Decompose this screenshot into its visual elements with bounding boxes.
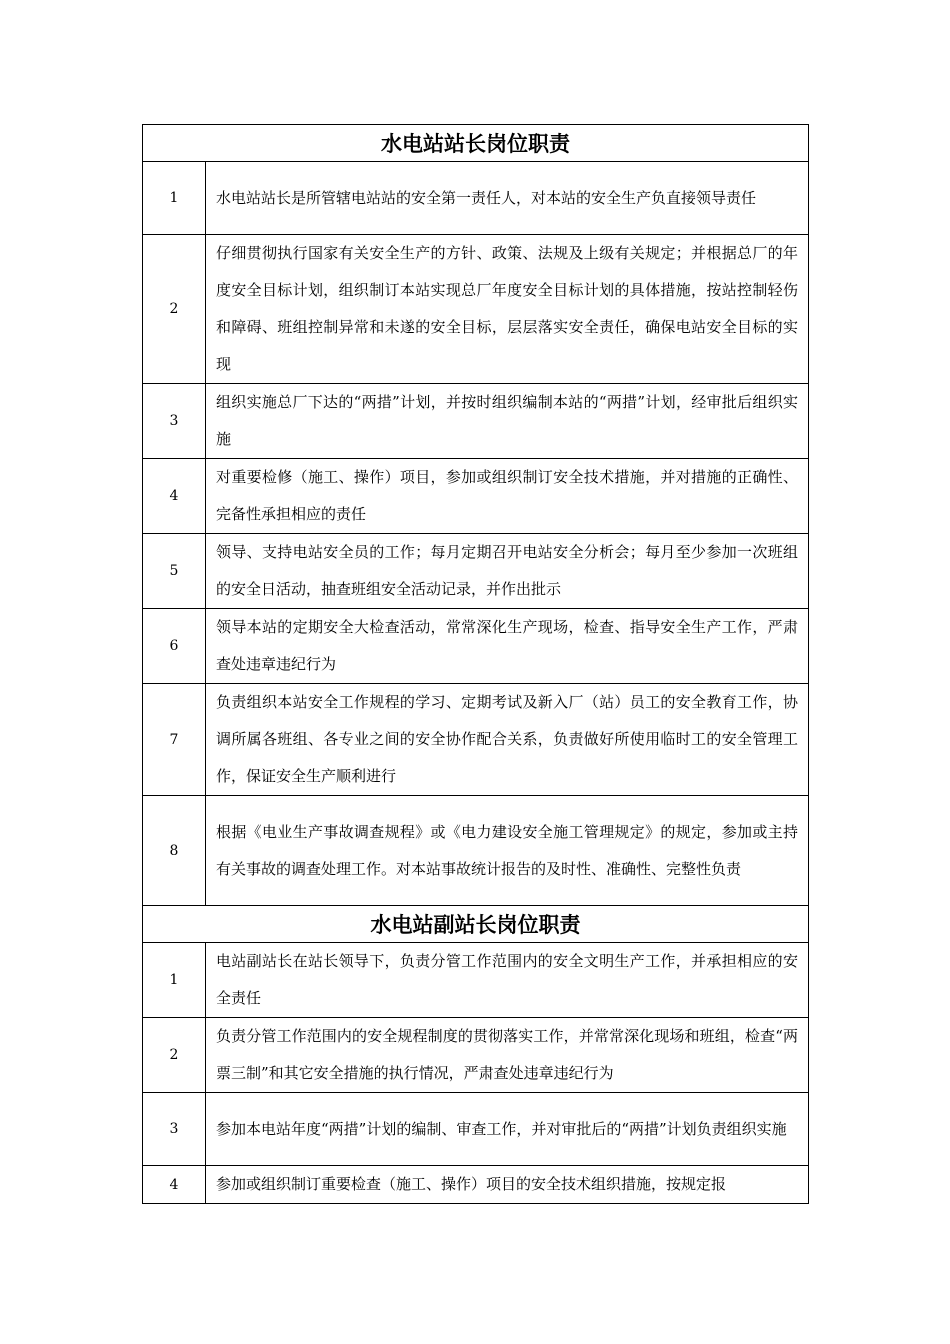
item-text: 领导、支持电站安全员的工作；每月定期召开电站安全分析会；每月至少参加一次班组的安全日活动，抽查班组安全活动记录，并作出批示 — [206, 534, 809, 609]
item-number: 4 — [143, 459, 206, 534]
table-row — [143, 796, 809, 906]
responsibilities-table — [142, 124, 809, 1204]
item-number: 6 — [143, 609, 206, 684]
item-text: 仔细贯彻执行国家有关安全生产的方针、政策、法规及上级有关规定；并根据总厂的年度安全目标计划，组织制订本站实现总厂年度安全目标计划的具体措施，按站控制轻伤和障碍、班组控制异常和未遂的安全目标，层层落实安全责任，确保电站安全目标的实现 — [206, 235, 809, 384]
item-number: 3 — [143, 1093, 206, 1166]
table-row — [143, 609, 809, 684]
item-number: 4 — [143, 1166, 206, 1204]
section-title: 水电站站长岗位职责 — [143, 125, 809, 162]
item-text: 参加本电站年度“两措”计划的编制、审查工作，并对审批后的“两措”计划负责组织实施 — [206, 1093, 809, 1166]
item-text: 负责分管工作范围内的安全规程制度的贯彻落实工作，并常常深化现场和班组，检查“两票三制”和其它安全措施的执行情况，严肃查处违章违纪行为 — [206, 1018, 809, 1093]
item-number: 8 — [143, 796, 206, 906]
item-text: 电站副站长在站长领导下，负责分管工作范围内的安全文明生产工作，并承担相应的安全责任 — [206, 943, 809, 1018]
item-text: 水电站站长是所管辖电站站的安全第一责任人，对本站的安全生产负直接领导责任 — [206, 162, 809, 235]
table-row — [143, 1018, 809, 1093]
section-title: 水电站副站长岗位职责 — [143, 906, 809, 943]
section-title-row — [143, 906, 809, 943]
table-row — [143, 534, 809, 609]
item-text: 负责组织本站安全工作规程的学习、定期考试及新入厂（站）员工的安全教育工作，协调所属各班组、各专业之间的安全协作配合关系，负责做好所使用临时工的安全管理工作，保证安全生产顺利进行 — [206, 684, 809, 796]
item-number: 2 — [143, 235, 206, 384]
item-number: 1 — [143, 162, 206, 235]
table-row — [143, 943, 809, 1018]
section-title-row — [143, 125, 809, 162]
table-row — [143, 162, 809, 235]
table-row — [143, 684, 809, 796]
item-text: 组织实施总厂下达的“两措”计划，并按时组织编制本站的“两措”计划，经审批后组织实施 — [206, 384, 809, 459]
item-number: 5 — [143, 534, 206, 609]
item-text: 领导本站的定期安全大检查活动，常常深化生产现场，检查、指导安全生产工作，严肃查处违章违纪行为 — [206, 609, 809, 684]
item-text: 对重要检修（施工、操作）项目，参加或组织制订安全技术措施，并对措施的正确性、完备性承担相应的责任 — [206, 459, 809, 534]
item-text: 根据《电业生产事故调查规程》或《电力建设安全施工管理规定》的规定，参加或主持有关事故的调查处理工作。对本站事故统计报告的及时性、准确性、完整性负责 — [206, 796, 809, 906]
item-number: 1 — [143, 943, 206, 1018]
item-number: 2 — [143, 1018, 206, 1093]
item-number: 7 — [143, 684, 206, 796]
item-number: 3 — [143, 384, 206, 459]
table-row — [143, 384, 809, 459]
item-text: 参加或组织制订重要检查（施工、操作）项目的安全技术组织措施，按规定报 — [206, 1166, 809, 1204]
table-row — [143, 459, 809, 534]
table-row — [143, 235, 809, 384]
table-row — [143, 1166, 809, 1204]
table-row — [143, 1093, 809, 1166]
